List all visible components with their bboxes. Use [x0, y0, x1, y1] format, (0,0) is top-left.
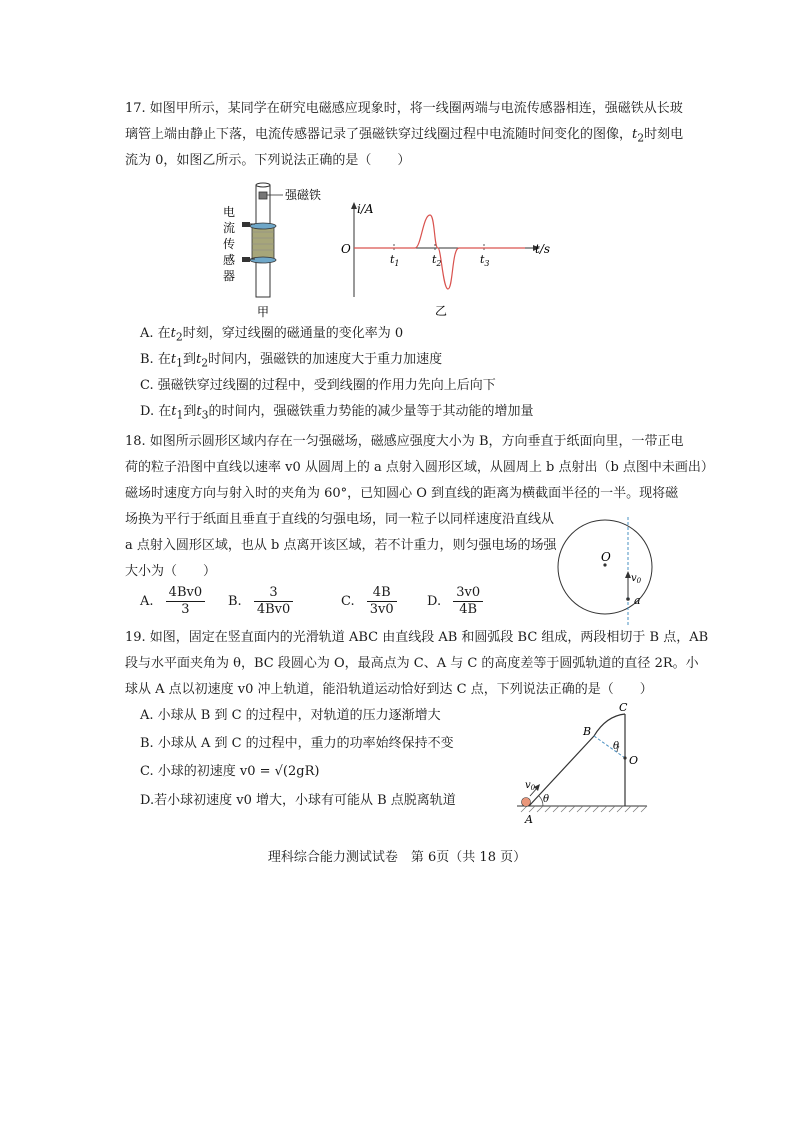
q17-option-b[interactable]: B. 在$t_1$到$t_2$时间内，强磁铁的加速度大于重力加速度	[140, 352, 443, 370]
tick-t1: $t_1$	[390, 253, 400, 268]
q19-line-3: 球从 A 点以初速度 v0 冲上轨道，能沿轨道运动恰好到达 C 点，下列说法正确的是（ ）	[125, 682, 653, 697]
q18-d-label: D.	[427, 594, 442, 609]
q19-option-c[interactable]: C. 小球的初速度 v0 = √(2gR)	[140, 764, 320, 779]
label-theta-a: θ	[543, 794, 550, 805]
q18-line-4: 场换为平行于纸面且垂直于直线的匀强电场，同一粒子以同样速度沿直线从	[125, 512, 555, 527]
q18-option-c[interactable]	[341, 585, 397, 618]
magnet-label: 强磁铁	[285, 188, 322, 202]
q18-b-num: 3	[254, 585, 293, 602]
q17-option-d[interactable]: D. 在$t_1$到$t_3$的时间内，强磁铁重力势能的减少量等于其动能的增加量	[140, 404, 534, 422]
q17-option-c[interactable]: C. 强磁铁穿过线圈的过程中，受到线圈的作用力先向上后向下	[140, 378, 496, 393]
label-theta-o: θ	[613, 741, 620, 752]
q18-a-den: 3	[181, 602, 190, 617]
origin-label: O	[341, 242, 351, 256]
q18-d-den: 4B	[459, 602, 478, 617]
q17-d-text2: 到	[183, 404, 197, 419]
q18-a-num: 4Bv0	[166, 585, 205, 602]
label-v0: $v_0$	[525, 780, 536, 792]
current-curve	[354, 215, 525, 289]
q18-line-5: a 点射入圆形区域，也从 b 点离开该区域，若不计重力，则匀强电场的场强	[125, 538, 557, 553]
x-axis-label: t/s	[535, 242, 551, 256]
q18-line-1: 18. 如图所示圆形区域内存在一匀强磁场，磁感应强度大小为 B，方向垂直于纸面向里，一带正电	[125, 434, 684, 449]
page-footer: 理科综合能力测试试卷 第 6页（共 18 页）	[267, 850, 527, 865]
q19-figure	[505, 702, 670, 827]
radius-ob	[594, 736, 625, 758]
q17-line-3: 流为 0，如图乙所示。下列说法正确的是（ ）	[125, 153, 411, 168]
center-label: O	[601, 550, 611, 564]
q18-c-den: 3v0	[369, 602, 394, 617]
q19-line-2: 段与水平面夹角为 θ，BC 段圆心为 O，最高点为 C、A 与 C 的高度差等于圆弧轨道的直径 2R。小	[125, 656, 699, 671]
q17-line-1: 17. 如图甲所示，某同学在研究电磁感应现象时，将一线圈两端与电流传感器相连，强磁铁从长玻	[125, 101, 683, 116]
track-ab	[529, 736, 594, 806]
ball	[522, 798, 531, 807]
q17-a-text1: A. 在	[140, 326, 171, 341]
q17-b-text2: 到	[182, 352, 196, 367]
point-a-label: a	[634, 594, 641, 607]
sensor-label-3: 传	[223, 237, 236, 251]
label-c: C	[619, 702, 628, 714]
q18-b-den: 4Bv0	[256, 602, 291, 617]
coil	[252, 226, 274, 260]
q18-a-label: A.	[140, 594, 154, 609]
q18-option-d[interactable]	[427, 585, 483, 618]
tick-t2: $t_2$	[432, 253, 442, 268]
track-bc	[594, 714, 625, 736]
q18-figure	[555, 515, 665, 640]
point-a	[626, 597, 630, 601]
q18-option-b[interactable]	[228, 585, 293, 618]
q17-b-text3: 时间内，强磁铁的加速度大于重力加速度	[208, 352, 443, 367]
q18-c-label: C.	[341, 594, 355, 609]
sensor-label-1: 电	[223, 205, 236, 219]
q18-line-3: 磁场时速度方向与射入时的夹角为 60°，已知圆心 O 到直线的距离为横截面半径的一半。现将磁	[125, 486, 679, 501]
q19-line-1: 19. 如图，固定在竖直面内的光滑轨道 ABC 由直线段 AB 和圆弧段 BC 组成，两段相切于 B 点，AB	[125, 630, 709, 645]
q18-c-num: 4B	[367, 585, 397, 602]
label-a: A	[525, 813, 533, 826]
fig-yi-caption: 乙	[435, 304, 448, 318]
q18-b-label: B.	[228, 594, 242, 609]
q17-figure-jia	[215, 180, 355, 320]
q17-line-2-text: 璃管上端由静止下落，电流传感器记录了强磁铁穿过线圈过程中电流随时间变化的图像，	[125, 127, 633, 142]
magnet	[259, 192, 267, 199]
q17-figure-yi	[335, 195, 560, 320]
q19-option-a[interactable]: A. 小球从 B 到 C 的过程中，对轨道的压力逐渐增大	[140, 708, 441, 723]
q17-a-text2: 时刻，穿过线圈的磁通量的变化率为 0	[182, 326, 404, 341]
q19-option-b[interactable]: B. 小球从 A 到 C 的过程中，重力的功率始终保持不变	[140, 736, 454, 751]
q18-line-2: 荷的粒子沿图中直线以速率 v0 从圆周上的 a 点射入圆形区域，从圆周上 b 点射出（b 点图中未画出）	[125, 460, 714, 475]
q17-option-a[interactable]: A. 在$t_2$时刻，穿过线圈的磁通量的变化率为 0	[140, 326, 404, 344]
q18-line-6: 大小为（ ）	[125, 564, 217, 579]
sensor-label-5: 器	[223, 269, 236, 283]
q17-d-text3: 的时间内，强磁铁重力势能的减少量等于其动能的增加量	[208, 404, 534, 419]
label-o: O	[629, 754, 639, 767]
q17-d-text1: D. 在	[140, 404, 172, 419]
fig-jia-caption: 甲	[257, 305, 270, 319]
q17-b-text1: B. 在	[140, 352, 171, 367]
y-axis-label: i/A	[357, 202, 374, 216]
velocity-label: $v_0$	[631, 573, 642, 585]
q18-d-num: 3v0	[453, 585, 483, 602]
sensor-label-4: 感	[223, 253, 236, 267]
tick-t3: $t_3$	[480, 253, 490, 268]
label-b: B	[583, 725, 592, 738]
q17-line-2: 璃管上端由静止下落，电流传感器记录了强磁铁穿过线圈过程中电流随时间变化的图像，$t_2$时刻电	[125, 127, 684, 145]
sensor-label-2: 流	[223, 221, 236, 235]
q17-line-2-tail: 时刻电	[644, 127, 684, 142]
q18-option-a[interactable]	[140, 585, 205, 618]
q19-option-d[interactable]: D.若小球初速度 v0 增大，小球有可能从 B 点脱离轨道	[140, 793, 456, 808]
